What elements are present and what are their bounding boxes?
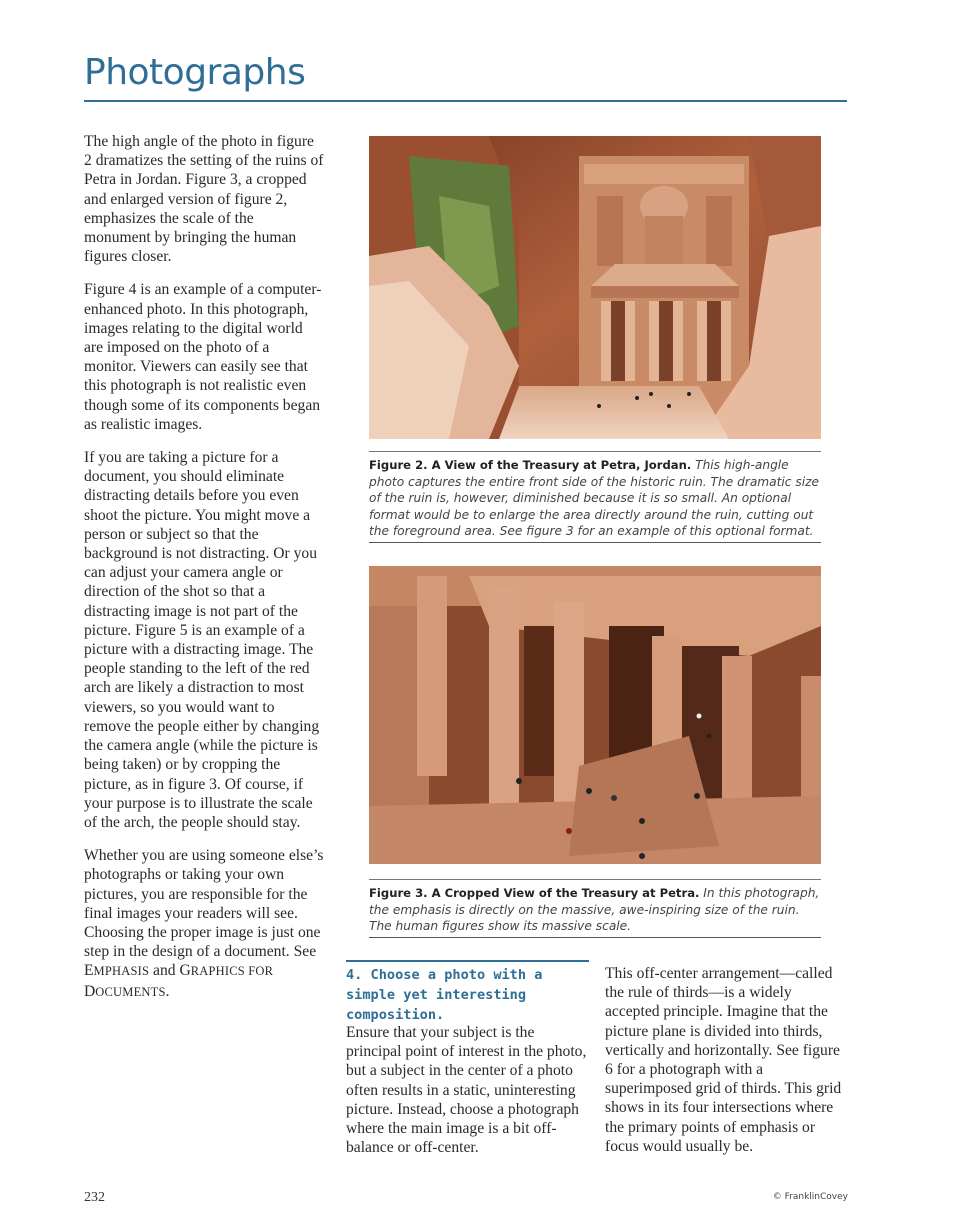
page-title: Photographs bbox=[84, 52, 306, 93]
paragraph-4 bbox=[84, 846, 324, 1002]
figure-3-caption bbox=[369, 881, 821, 938]
page-number: 232 bbox=[84, 1190, 105, 1205]
left-column bbox=[84, 132, 324, 1016]
right-column bbox=[605, 964, 850, 1170]
documents-link-rest: OCUMENTS bbox=[95, 984, 166, 999]
figure-3-caption-top-rule bbox=[369, 879, 821, 880]
figure-2-description: This high-angle photo captures the entire front side of the historic ruin. The dramatic size of the ruin is, however, diminished because it is so small. An optional format would be to enlarge the area directly around the ruin, cutting out the foreground area. See figure 3 for an example of this optional format. bbox=[369, 458, 820, 539]
paragraph-4-text: Whether you are using someone else’s photographs or taking your own pictures, you are responsible for the final images your readers will see. Choosing the proper image is just one step in the design of a document. See bbox=[84, 847, 324, 961]
figure-2-photo bbox=[369, 136, 821, 439]
documents-link-initial: D bbox=[84, 982, 96, 1000]
and-text: and bbox=[149, 962, 180, 980]
emphasis-link-rest: MPHASIS bbox=[93, 964, 150, 979]
figure-3-label: Figure 3. A Cropped View of the Treasury at Petra. bbox=[369, 886, 700, 900]
graphics-link-initial: G bbox=[179, 962, 191, 980]
figure-2-label: Figure 2. A View of the Treasury at Petra, Jordan. bbox=[369, 458, 692, 472]
figure-2-caption bbox=[369, 453, 821, 543]
paragraph-1: The high angle of the photo in figure 2 dramatizes the setting of the ruins of Petra in Jordan. Figure 3, a cropped and enlarged version of figure 2, emphasizes the scale of the monument by bringing the human figures closer. bbox=[84, 133, 324, 266]
figure-3-description: In this photograph, the emphasis is directly on the massive, awe-inspiring size of the ruin. The human figures show its massive scale. bbox=[369, 886, 820, 934]
copyright-notice: © FranklinCovey bbox=[772, 1192, 848, 1202]
period: . bbox=[165, 982, 170, 1000]
emphasis-link[interactable] bbox=[84, 962, 149, 979]
graphics-link-mid: RAPHICS FOR bbox=[190, 964, 274, 979]
tip-paragraph: Ensure that your subject is the principal point of interest in the photo, but a subject in the center of a photo often results in a static, uninteresting picture. Instead, choose a photograph where the main image is a bit off-balance or off-center. bbox=[346, 1024, 587, 1157]
figure-3-photo bbox=[369, 566, 821, 864]
tip-rule bbox=[346, 960, 589, 962]
title-rule bbox=[84, 100, 847, 102]
emphasis-link-initial: E bbox=[84, 962, 94, 980]
paragraph-2: Figure 4 is an example of a computer-enhanced photo. In this photograph, images relating to the digital world are imposed on the photo of a monitor. Viewers can easily see that this photograph is not realistic even though some of its components began as realistic images. bbox=[84, 281, 322, 433]
paragraph-3: If you are taking a picture for a document, you should eliminate distracting details before you even shoot the picture. You might move a person or subject so that the background is not distracting. Or you can adjust your camera angle or direction of the shot so that a distracting image is not part of the picture. Figure 5 is an example of a picture with a distracting image. The people standing to the left of the red arch are likely a distraction to most viewers, so you would want to remove the people either by changing the camera angle (while the picture is being taken) or by cropping the picture, as in figure 3. Of course, if your purpose is to illustrate the scale of the arch, the people should stay. bbox=[84, 449, 320, 831]
tip-heading: 4. Choose a photo with a simple yet interesting composition. bbox=[346, 967, 543, 1023]
figure-2-caption-top-rule bbox=[369, 451, 821, 452]
rule-of-thirds-paragraph: This off-center arrangement—called the rule of thirds—is a widely accepted principle. Imagine that the picture plane is divided into thirds, vertically and horizontally. See figure 6 for a photograph with a superimposed grid of thirds. This grid shows in its four intersections where the primary points of emphasis or focus would usually be. bbox=[605, 965, 842, 1155]
tip-body bbox=[346, 1023, 591, 1171]
